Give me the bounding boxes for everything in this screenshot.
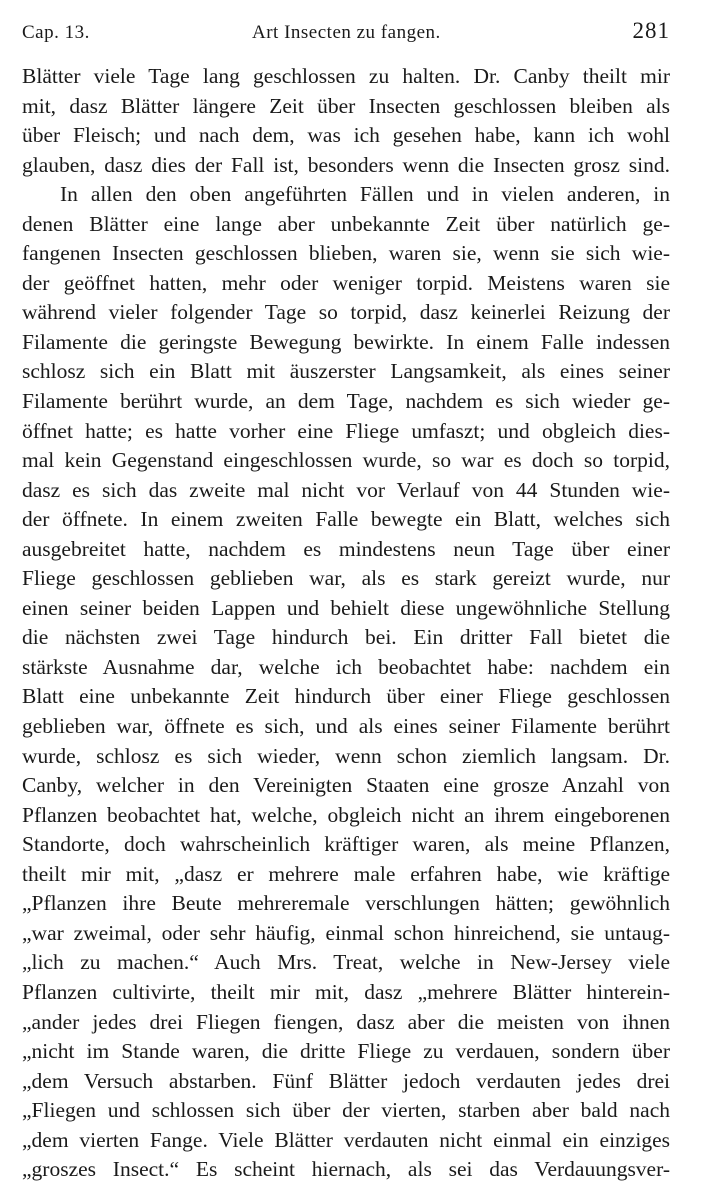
text-line: „lich zu machen.“ Auch Mrs. Treat, welche in New-Jersey viele [22,950,670,975]
page-number: 281 [632,18,670,43]
text-line: fangenen Insecten geschlossen blieben, waren sie, wenn sie sich wie- [22,241,670,266]
text-line: Blätter viele Tage lang geschlossen zu halten. Dr. Canby theilt mir [22,64,670,88]
text-line: „war zweimal, oder sehr häufig, einmal schon hinreichend, sie untaug- [22,920,670,945]
text-line: Pflanzen beobachtet hat, welche, obgleich nicht an ihrem eingeborenen [22,802,670,827]
text-line: stärkste Ausnahme dar, welche ich beobachtet habe: nachdem ein [22,654,670,679]
text-line: schlosz sich ein Blatt mit äuszerster Langsamkeit, als eines seiner [22,359,670,384]
text-line: „Fliegen und schlossen sich über der vierten, starben aber bald nach [22,1098,670,1123]
text-line: mal kein Gegenstand eingeschlossen wurde, so war es doch so torpid, [22,448,670,473]
chapter-label: Cap. 13. [22,22,90,43]
text-line: Fliege geschlossen geblieben war, als es stark gereizt wurde, nur [22,566,670,591]
text-line: der geöffnet hatten, mehr oder weniger torpid. Meistens waren sie [22,270,670,295]
text-line: öffnet hatte; es hatte vorher eine Fliege umfaszt; und obgleich dies- [22,418,670,443]
text-line: „nicht im Stande waren, die dritte Fliege zu verdauen, sondern über [22,1039,670,1064]
text-line: Filamente die geringste Bewegung bewirkte. In einem Falle indessen [22,329,670,354]
text-line: „ander jedes drei Fliegen fiengen, dasz aber die meisten von ihnen [22,1009,670,1034]
text-line: einen seiner beiden Lappen und behielt diese ungewöhnliche Stellung [22,595,670,620]
text-line: In allen den oben angeführten Fällen und in vielen anderen, in [60,182,670,207]
text-line: die nächsten zwei Tage hindurch bei. Ein dritter Fall bietet die [22,625,670,650]
running-head [22,18,670,48]
running-title: Art Insecten zu fangen. [252,22,441,43]
text-line: Canby, welcher in den Vereinigten Staaten eine grosze Anzahl von [22,773,670,798]
text-line: „dem Versuch abstarben. Fünf Blätter jedoch verdauten jedes drei [22,1068,670,1093]
text-line: dasz es sich das zweite mal nicht vor Verlauf von 44 Stunden wie- [22,477,670,502]
text-line: Pflanzen cultivirte, theilt mir mit, dasz „mehrere Blätter hinterein- [22,979,670,1004]
text-line: ausgebreitet hatte, nachdem es mindestens neun Tage über einer [22,536,670,561]
text-line: der öffnete. In einem zweiten Falle bewegte ein Blatt, welches sich [22,507,670,532]
text-line: „dem vierten Fange. Viele Blätter verdauten nicht einmal ein einziges [22,1127,670,1152]
text-line: „groszes Insect.“ Es scheint hiernach, als sei das Verdauungsver- [22,1157,670,1182]
body-text [22,62,670,1185]
text-line: mit, dasz Blätter längere Zeit über Insecten geschlossen bleiben als [22,93,670,118]
text-line: geblieben war, öffnete es sich, und als eines seiner Filamente berührt [22,714,670,739]
text-line: während vieler folgender Tage so torpid, dasz keinerlei Reizung der [22,300,670,325]
text-line: Blatt eine unbekannte Zeit hindurch über einer Fliege geschlossen [22,684,670,709]
text-line: Standorte, doch wahrscheinlich kräftiger waren, als meine Pflanzen, [22,832,670,857]
text-line: theilt mir mit, „dasz er mehrere male erfahren habe, wie kräftige [22,861,670,886]
text-line: glauben, dasz dies der Fall ist, besonders wenn die Insecten grosz sind. [22,152,670,177]
text-line: denen Blätter eine lange aber unbekannte Zeit über natürlich ge- [22,211,670,236]
text-line: „Pflanzen ihre Beute mehreremale verschlungen hätten; gewöhnlich [22,891,670,916]
text-line: Filamente berührt wurde, an dem Tage, nachdem es sich wieder ge- [22,389,670,414]
text-line: über Fleisch; und nach dem, was ich gesehen habe, kann ich wohl [22,123,670,148]
text-line: wurde, schlosz es sich wieder, wenn schon ziemlich langsam. Dr. [22,743,670,768]
